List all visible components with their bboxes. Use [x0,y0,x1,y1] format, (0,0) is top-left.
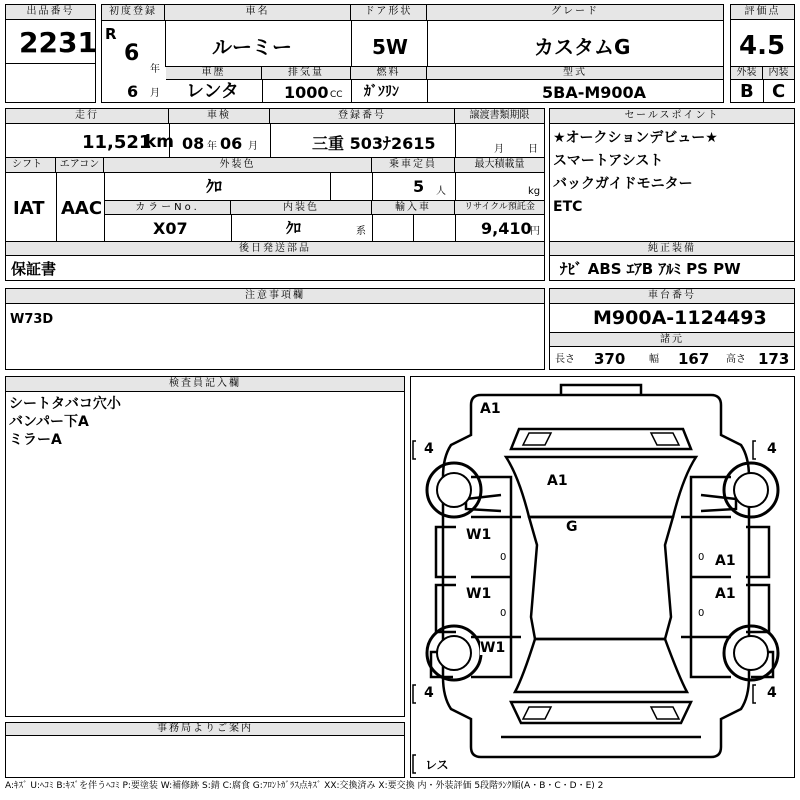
displacement-label: 排気量 [262,67,351,80]
first-reg-year-unit: 年 [150,64,160,75]
color-no: X07 [153,219,188,238]
model-code: 5BA-M900A [542,83,647,102]
notes-label: 注意事項欄 [6,289,544,304]
first-reg-year: 6 [124,41,140,66]
mark-right-rear-door: A1 [715,586,736,602]
notes: W73D [10,312,54,327]
inspection-month: 06 [220,134,243,153]
capacity-unit: 人 [436,186,446,197]
score-label: 評価点 [731,5,794,20]
specs-label: 諸元 [550,333,794,347]
first-reg-month-unit: 月 [150,88,160,99]
zero-mark: 0 [500,608,507,619]
door-shape: 5W [372,35,408,59]
length-label: 長さ [555,354,575,365]
first-reg-era: R [105,25,117,43]
displacement: 1000 [284,83,329,102]
shift: IAT [13,198,45,219]
inspector-line: シートタバコ穴小 [9,396,121,412]
mark-left-rear-door: W1 [466,586,492,602]
score-value: 4.5 [739,31,786,61]
import-label: 輸入車 [372,201,455,215]
chassis-box [549,288,795,370]
spec-block [101,4,724,103]
mark-front: A1 [480,401,501,417]
lot-box [5,4,96,103]
ext-label: 外装 [731,67,763,80]
inspection-year-unit: 年 [207,141,217,152]
recycle-unit: 円 [530,226,540,237]
zero-mark: 0 [698,552,705,563]
inspector-line: バンパー下A [9,414,89,430]
inspector-label: 検査員記入欄 [6,377,404,392]
score-box [730,4,795,103]
width: 167 [678,350,710,368]
mileage-unit: km [145,132,175,152]
int-label: 内装 [763,67,794,80]
aircon-label: エアコン [56,158,104,173]
notes-box [5,288,545,370]
zero-mark: 0 [698,608,705,619]
zero-mark: 0 [500,552,507,563]
mark-left-front-door: W1 [466,527,492,543]
inspection-label: 車検 [169,109,270,124]
later-parts: 保証書 [11,260,57,278]
max-load-unit: kg [528,186,541,197]
sales-point-item: ★オークションデビュー★ [553,130,718,146]
color-no-label: カラーNo. [105,201,231,215]
grade: カスタムG [534,35,631,59]
length: 370 [594,350,626,368]
ext-color: ｸﾛ [206,177,223,196]
int-score: C [772,81,786,102]
transfer-month-unit: 月 [494,144,504,155]
grade-label: グレード [427,5,723,21]
tire-rear-right: 4 [767,685,777,701]
lot-number: 2231 [19,26,97,59]
mileage: 11,521 [82,132,152,153]
int-color-label: 内装色 [231,201,372,215]
first-reg-label: 初度登録 [102,5,165,21]
chassis-number: M900A-1124493 [593,307,767,329]
mark-left-rear-fender: W1 [480,640,506,656]
mark-roof: A1 [547,473,568,489]
sales-point-item: バックガイドモニター [553,176,693,192]
mark-right-front-door: A1 [715,553,736,569]
office-box [5,722,405,778]
mileage-label: 走行 [6,109,169,124]
fuel: ｶﾞｿﾘﾝ [364,84,399,100]
tire-front-left: 4 [424,441,434,457]
sales-points-label: セールスポイント [550,109,794,124]
height: 173 [758,350,790,368]
car-diagram-svg [411,377,794,777]
inspection-year: 08 [182,134,205,153]
damage-diagram [410,376,795,778]
car-name-label: 車名 [165,5,351,21]
aircon: AAC [61,198,103,219]
history-label: 車歴 [166,67,262,80]
recycle: 9,410 [481,219,532,238]
max-load-label: 最大積載量 [455,158,544,173]
car-name: ルーミー [212,35,292,59]
mark-glass: G [566,519,578,535]
lot-label: 出品番号 [6,5,95,20]
transfer-label: 譲渡書類期限 [455,109,544,124]
ext-color-label: 外装色 [104,158,372,173]
history: レンタ [186,81,239,102]
ext-score: B [740,81,754,102]
fuel-label: 燃料 [351,67,427,80]
sales-point-item: スマートアシスト [553,153,664,169]
model-code-label: 型式 [427,67,723,80]
sales-points-box [549,108,795,281]
sales-point-item: ETC [553,199,583,215]
width-label: 幅 [649,354,659,365]
recycle-label: リサイクル預託金 [455,201,544,215]
equipment: ﾅﾋﾞ ABS ｴｱB ｱﾙﾐ PS PW [560,260,741,278]
equipment-label: 純正装備 [550,242,794,256]
office-label: 事務局よりご案内 [6,723,404,736]
inspector-line: ミラーA [9,432,62,448]
chassis-label: 車台番号 [550,289,794,304]
reg-no: 三重 503ﾅ2615 [312,134,436,153]
detail-block [5,108,545,281]
tire-rear-left: 4 [424,685,434,701]
tire-front-right: 4 [767,441,777,457]
capacity-label: 乗車定員 [372,158,455,173]
spare-tire: レス [425,758,449,772]
inspection-month-unit: 月 [248,141,258,152]
displacement-unit: CC [330,90,343,100]
transfer-day-unit: 日 [528,144,538,155]
legend: A:ｷｽﾞ U:ﾍｺﾐ B:ｷｽﾞを伴うﾍｺﾐ P:要塗装 W:補修跡 S:錆 C:腐食 G:ﾌﾛﾝﾄｶﾞﾗｽ点ｷｽﾞ XX:交換済み X:要交換 内・外装評価 5段階ﾗﾝｸ順(A・B・C・D・E) 2 [5,781,604,791]
int-color: ｸﾛ [286,219,302,237]
int-color-unit: 系 [356,226,366,237]
door-label: ドア形状 [351,5,427,21]
first-reg-month: 6 [127,82,139,101]
reg-no-label: 登録番号 [270,109,455,124]
shift-label: シフト [6,158,56,173]
height-label: 高さ [726,354,746,365]
inspector-box [5,376,405,717]
capacity: 5 [413,177,425,196]
later-parts-label: 後日発送部品 [6,242,544,256]
